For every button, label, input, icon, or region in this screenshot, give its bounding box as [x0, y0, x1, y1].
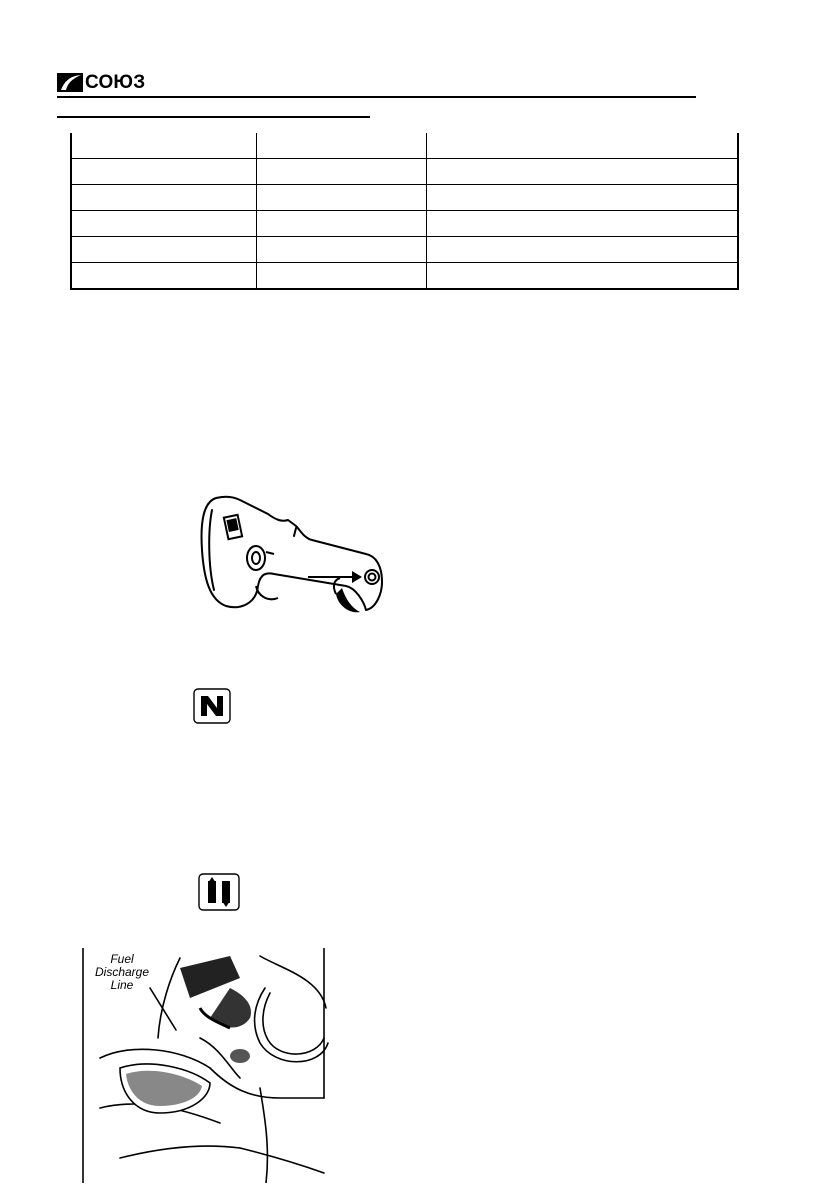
table-cell — [427, 185, 739, 211]
throttle-handle-illustration — [196, 490, 396, 618]
stop-switch-n-icon — [193, 688, 231, 724]
table-cell — [257, 237, 427, 263]
table-row — [71, 133, 738, 159]
table-cell — [71, 185, 257, 211]
brand-mark-icon — [57, 73, 83, 92]
table-cell — [427, 133, 739, 159]
table-cell — [257, 185, 427, 211]
table-cell — [427, 159, 739, 185]
spec-table — [70, 133, 739, 290]
table-cell — [257, 263, 427, 290]
table-cell — [71, 133, 257, 159]
table-cell — [427, 237, 739, 263]
table-row — [71, 211, 738, 237]
table-row — [71, 263, 738, 290]
table-cell — [427, 211, 739, 237]
table-cell — [427, 263, 739, 290]
section-rule — [57, 116, 370, 118]
brand-name: СОЮЗ — [85, 72, 146, 93]
table-row — [71, 185, 738, 211]
fuel-discharge-line-label: Fuel Discharge Line — [94, 952, 150, 992]
table-row — [71, 159, 738, 185]
brand-logo — [57, 73, 145, 92]
run-switch-icon — [198, 873, 240, 911]
table-cell — [257, 159, 427, 185]
table-cell — [71, 263, 257, 290]
table-cell — [71, 211, 257, 237]
table-cell — [257, 133, 427, 159]
table-cell — [71, 159, 257, 185]
table-cell — [257, 211, 427, 237]
table-row — [71, 237, 738, 263]
table-cell — [71, 237, 257, 263]
header-rule — [57, 96, 696, 98]
